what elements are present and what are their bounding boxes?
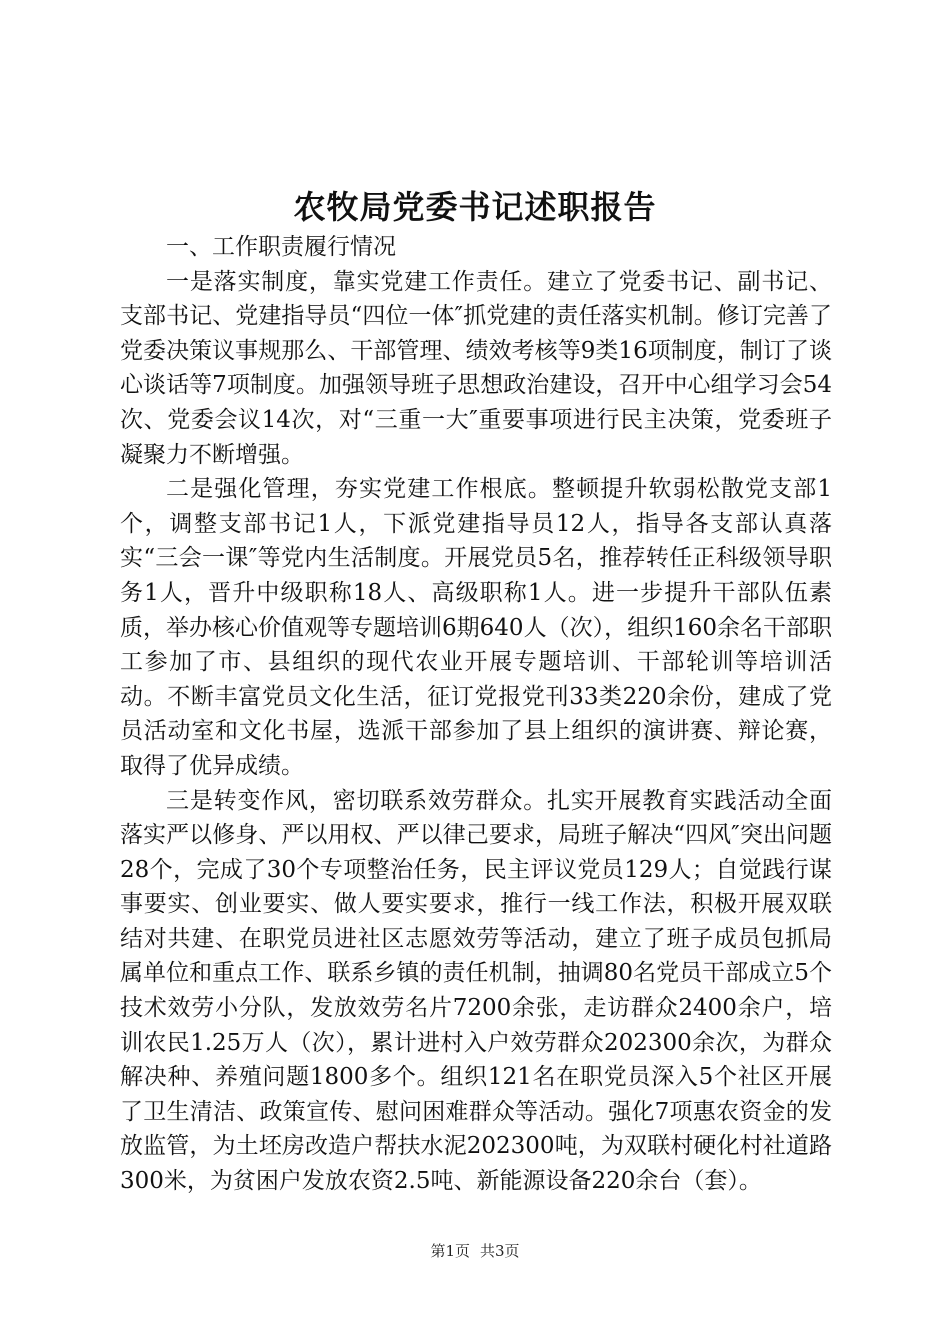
page-total: 共3页 <box>480 1242 520 1260</box>
page-number: 第1页 <box>430 1242 470 1260</box>
document-body <box>120 230 832 1199</box>
paragraph-3: 三是转变作风，密切联系效劳群众。扎实开展教育实践活动全面落实严以修身、严以用权、严以律己要求，局班子解决“四风″突出问题28个，完成了30个专项整治任务，民主评议党员129人；自觉践行谋事要实、创业要实、做人要实要求，推行一线工作法，积极开展双联结对共建、在职党员进社区志愿效劳等活动，建立了班子成员包抓局属单位和重点工作、联系乡镇的责任机制，抽调80名党员干部成立5个技术效劳小分队，发放效劳名片7200余张，走访群众2400余户，培训农民1.25万人（次），累计进村入户效劳群众202300余次，为群众解决种、养殖问题1800多个。组织121名在职党员深入5个社区开展了卫生清洁、政策宣传、慰问困难群众等活动。强化7项惠农资金的发放监管，为土坯房改造户帮扶水泥202300吨，为双联村硬化村社道路300米，为贫困户发放农资2.5吨、新能源设备220余台（套）。 <box>120 787 832 1195</box>
document-title: 农牧局党委书记述职报告 <box>293 188 657 226</box>
page-footer <box>0 1240 950 1261</box>
paragraph-1: 一是落实制度，靠实党建工作责任。建立了党委书记、副书记、支部书记、党建指导员“四位一体″抓党建的责任落实机制。修订完善了党委决策议事规那么、干部管理、绩效考核等9类16项制度，制订了谈心谈话等7项制度。加强领导班子思想政治建设，召开中心组学习会54次、党委会议14次，对“三重一大″重要事项进行民主决策，党委班子凝聚力不断增强。 <box>120 268 832 468</box>
paragraph-2: 二是强化管理，夯实党建工作根底。整顿提升软弱松散党支部1个，调整支部书记1人，下派党建指导员12人，指导各支部认真落实“三会一课″等党内生活制度。开展党员5名，推荐转任正科级领导职务1人，晋升中级职称18人、高级职称1人。进一步提升干部队伍素质，举办核心价值观等专题培训6期640人（次），组织160余名干部职工参加了市、县组织的现代农业开展专题培训、干部轮训等培训活动。不断丰富党员文化生活，征订党报党刊33类220余份，建成了党员活动室和文化书屋，选派干部参加了县上组织的演讲赛、辩论赛，取得了优异成绩。 <box>120 476 832 779</box>
section-heading: 一、工作职责履行情况 <box>166 234 396 260</box>
